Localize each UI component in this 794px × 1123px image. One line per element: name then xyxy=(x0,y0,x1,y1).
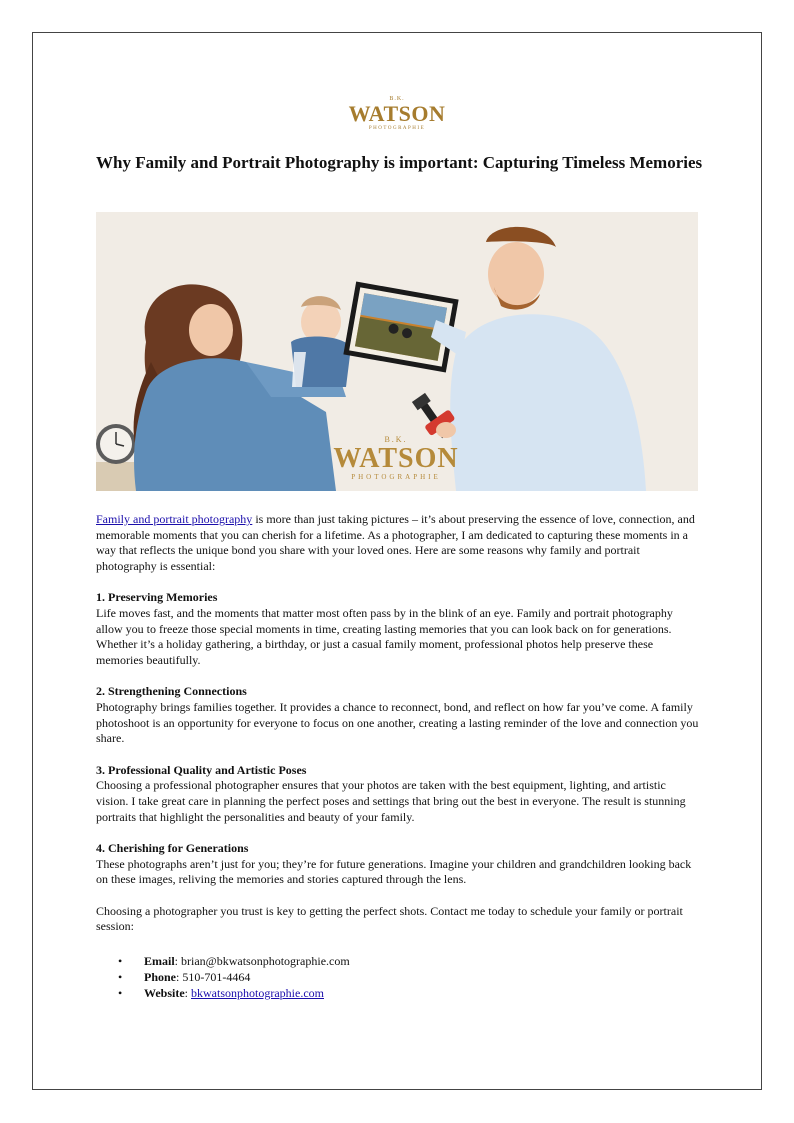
intro-paragraph xyxy=(96,512,700,574)
section-body: These photographs aren’t just for you; they’re for future generations. Imagine your children and grandchildren looking back on these images, reliving the memories and stories captured through the lens. xyxy=(96,856,692,887)
section-body: Life moves fast, and the moments that matter most often pass by in the blink of an eye. Family and portrait photography allow you to freeze those special moments in time, creating lasting memories that you can look back on for generations. Whether it’s a holiday gathering, a birthday, or just a casual family moment, professional photos help preserve these memories beautifully. xyxy=(96,605,673,667)
closing-text: Choosing a photographer you trust is key to getting the perfect shots. Contact me today to schedule your family or portrait session: xyxy=(96,903,683,934)
phone-value: 510-701-4464 xyxy=(182,970,251,985)
logo-name: WATSON xyxy=(348,101,446,126)
hero-image xyxy=(96,212,698,491)
section-2 xyxy=(96,684,700,746)
section-body: Photography brings families together. It provides a chance to reconnect, bond, and reflect on how far you’ve come. A family photoshoot is an opportunity for everyone to focus on one another, creating a lasting reminder of the love and connection you share. xyxy=(96,699,699,746)
section-3 xyxy=(96,763,700,825)
email-value: brian@bkwatsonphotographie.com xyxy=(181,954,350,969)
page-title: Why Family and Portrait Photography is important: Capturing Timeless Memories xyxy=(96,153,703,172)
closing-paragraph xyxy=(96,904,700,935)
contact-list xyxy=(118,953,700,1001)
website-link[interactable]: bkwatsonphotographie.com xyxy=(191,986,324,1001)
website-label: Website xyxy=(144,986,185,1001)
email-label: Email xyxy=(144,954,175,969)
watermark-sub: PHOTOGRAPHIE xyxy=(351,473,441,481)
section-heading: 4. Cherishing for Generations xyxy=(96,841,249,856)
intro-text: is more than just taking pictures – it’s about preserving the essence of love, connection, and memorable moments that you can cherish for a lifetime. As a photographer, I am dedicated to capturing these moments in a way that reflects the unique bond you share with your loved ones. Here are some reasons why family and portrait photography is essential: xyxy=(96,512,695,573)
contact-email: • Email: brian@bkwatsonphotographie.com xyxy=(118,954,350,969)
bullet-icon: • xyxy=(118,986,123,1001)
article-body xyxy=(96,512,700,1001)
bullet-icon: • xyxy=(118,954,123,969)
brand-logo xyxy=(345,96,449,136)
section-body: Choosing a professional photographer ensures that your photos are taken with the best equipment, lighting, and artistic vision. I take great care in planning the perfect poses and settings that bring out the best in everyone. The result is stunning portraits that highlight the personalities and beauty of your family. xyxy=(96,778,686,824)
watermark-prefix: B.K. xyxy=(384,435,408,444)
contact-website: • Website: bkwatsonphotographie.com xyxy=(118,986,324,1001)
phone-label: Phone xyxy=(144,970,177,985)
contact-phone: • Phone: 510-701-4464 xyxy=(118,970,251,985)
section-4 xyxy=(96,841,700,888)
section-heading: 3. Professional Quality and Artistic Poses xyxy=(96,762,307,777)
watermark-name: WATSON xyxy=(333,443,459,474)
section-1 xyxy=(96,590,700,668)
section-heading: 1. Preserving Memories xyxy=(96,590,218,605)
intro-link[interactable]: Family and portrait photography xyxy=(96,512,253,526)
bullet-icon: • xyxy=(118,970,123,985)
family-hanging-picture-illustration xyxy=(96,212,698,491)
logo-subtitle: PHOTOGRAPHIE xyxy=(368,126,426,131)
logo-prefix: B.K. xyxy=(389,96,405,102)
section-heading: 2. Strengthening Connections xyxy=(96,684,247,699)
